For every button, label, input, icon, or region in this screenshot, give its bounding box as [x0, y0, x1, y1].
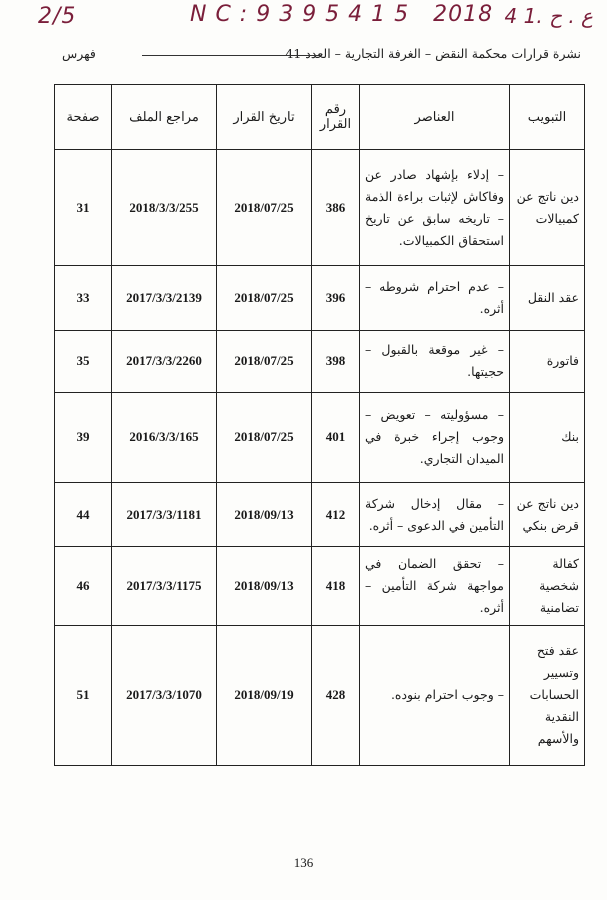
table-row: [55, 625, 585, 766]
cell-file-ref: 2017/3/3/2139: [112, 266, 217, 330]
cell-chapter: فاتورة: [510, 330, 585, 392]
table-row: [55, 392, 585, 482]
section-label: فهرس: [62, 46, 96, 61]
handwritten-year: 2018: [433, 2, 494, 27]
cell-elements: – وجوب احترام بنوده.: [360, 625, 510, 766]
cell-number: 418: [312, 547, 360, 625]
cell-elements: – مقال إدخال شركة التأمين في الدعوى – أثره.: [360, 483, 510, 547]
handwritten-code-text: N C : 9 3 9 5 4 1 5: [190, 2, 410, 27]
cell-number: 412: [312, 483, 360, 547]
table-row: [55, 330, 585, 392]
cell-page: 31: [55, 150, 112, 266]
cell-date: 2018/09/13: [217, 547, 312, 625]
cell-elements: – عدم احترام شروطه – أثره.: [360, 266, 510, 330]
cell-file-ref: 2016/3/3/165: [112, 392, 217, 482]
cell-page: 35: [55, 330, 112, 392]
table-header-row: [55, 85, 585, 150]
column-header-elements: العناصر: [360, 85, 510, 150]
cell-date: 2018/09/13: [217, 483, 312, 547]
column-header-page: صفحة: [55, 85, 112, 150]
cell-page: 46: [55, 547, 112, 625]
table-row: [55, 150, 585, 266]
cell-number: 398: [312, 330, 360, 392]
cell-page: 39: [55, 392, 112, 482]
cell-elements: – غير موقعة بالقبول – حجيتها.: [360, 330, 510, 392]
cell-chapter: عقد النقل: [510, 266, 585, 330]
bulletin-title: نشرة قرارات محكمة النقض – الغرفة التجارية – العدد 41: [285, 46, 581, 61]
cell-date: 2018/09/19: [217, 625, 312, 766]
cell-date: 2018/07/25: [217, 392, 312, 482]
cell-elements: – تحقق الضمان في مواجهة شركة التأمين – أثره.: [360, 547, 510, 625]
cell-file-ref: 2017/3/3/1181: [112, 483, 217, 547]
cell-elements: – إدلاء بإشهاد صادر عن وفاكاش لإثبات براءة الذمة – تاريخه سابق عن تاريخ استحقاق الكمبيالات.: [360, 150, 510, 266]
cell-chapter: كفالة شخصية تضامنية: [510, 547, 585, 625]
cell-number: 386: [312, 150, 360, 266]
column-header-date: تاريخ القرار: [217, 85, 312, 150]
table-row: [55, 547, 585, 625]
cell-date: 2018/07/25: [217, 266, 312, 330]
cell-elements: – مسؤوليته – تعويض – وجوب إجراء خبرة في الميدان التجاري.: [360, 392, 510, 482]
cell-chapter: بنك: [510, 392, 585, 482]
cell-number: 428: [312, 625, 360, 766]
cell-file-ref: 2017/3/3/2260: [112, 330, 217, 392]
cell-date: 2018/07/25: [217, 330, 312, 392]
cell-number: 401: [312, 392, 360, 482]
index-table: [54, 84, 585, 766]
cell-page: 33: [55, 266, 112, 330]
handwritten-fraction: 2/5: [38, 4, 77, 29]
column-header-file-ref: مراجع الملف: [112, 85, 217, 150]
handwritten-reference: 4 1. ع . ح: [504, 4, 593, 28]
header-rule: [142, 55, 319, 56]
cell-page: 51: [55, 625, 112, 766]
column-header-number: رقم القرار: [312, 85, 360, 150]
column-header-chapter: التبويب: [510, 85, 585, 150]
cell-date: 2018/07/25: [217, 150, 312, 266]
cell-number: 396: [312, 266, 360, 330]
cell-chapter: عقد فتح وتسيير الحسابات النقدية والأسهم: [510, 625, 585, 766]
cell-file-ref: 2018/3/3/255: [112, 150, 217, 266]
cell-page: 44: [55, 483, 112, 547]
cell-chapter: دين ناتج عن قرض بنكي: [510, 483, 585, 547]
cell-file-ref: 2017/3/3/1175: [112, 547, 217, 625]
table-row: [55, 266, 585, 330]
handwritten-case-code: [190, 2, 493, 27]
running-header: [62, 44, 581, 66]
cell-file-ref: 2017/3/3/1070: [112, 625, 217, 766]
page-number: 136: [293, 855, 314, 870]
cell-chapter: دين ناتج عن كمبيالات: [510, 150, 585, 266]
table-row: [55, 483, 585, 547]
